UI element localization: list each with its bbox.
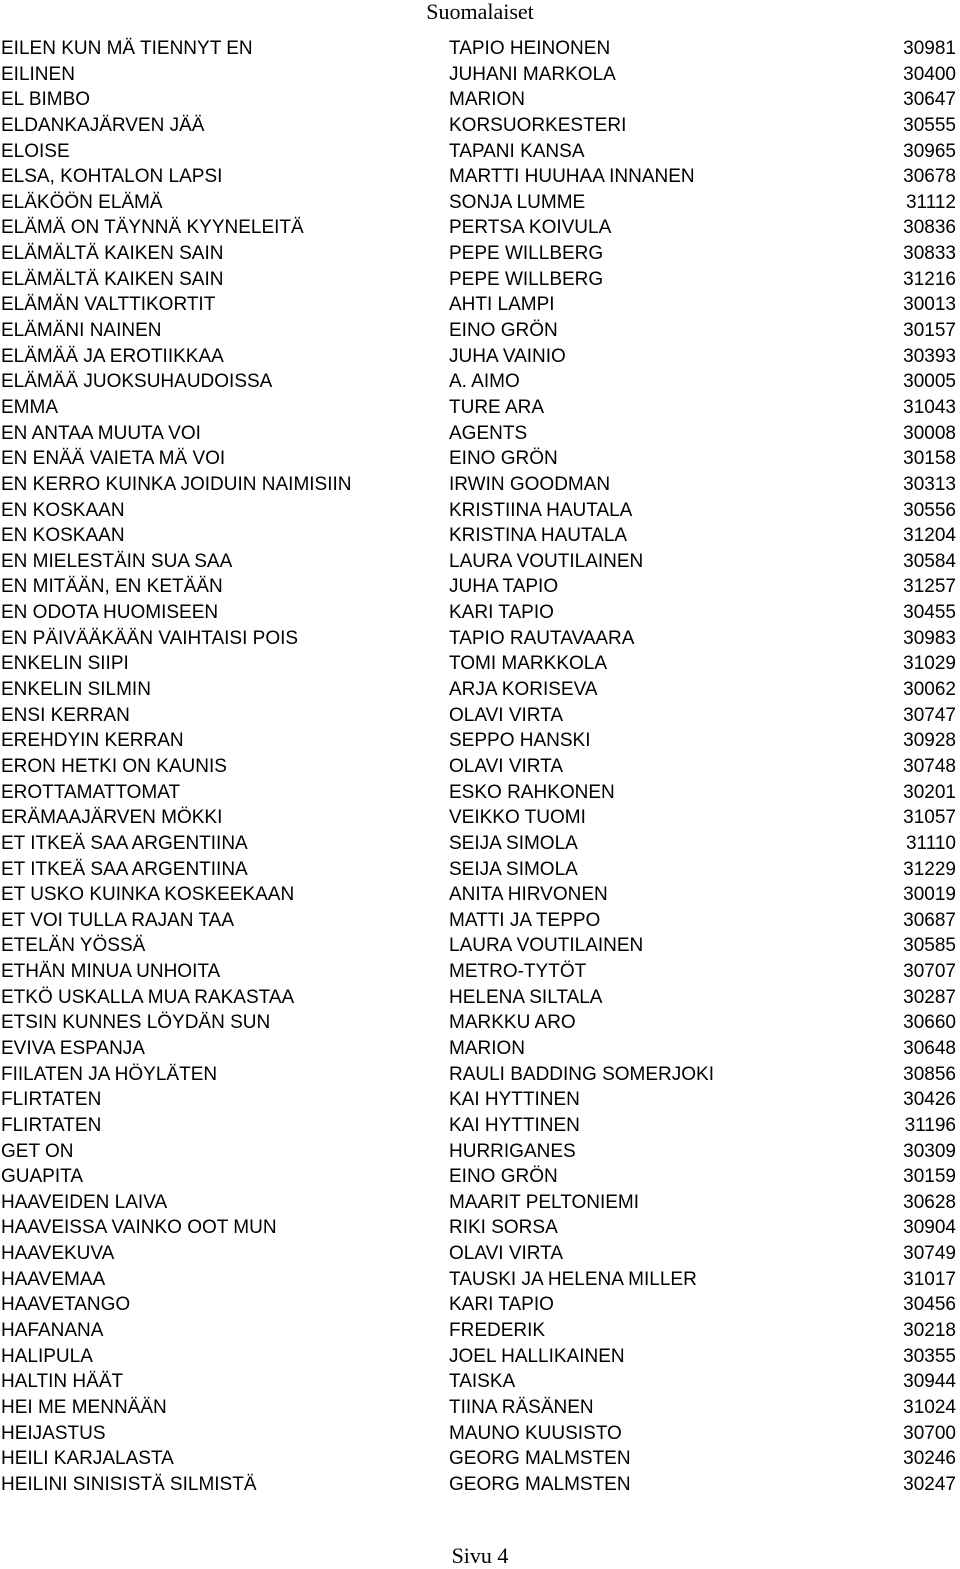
- artist-name: HELENA SILTALA: [449, 986, 603, 1008]
- song-title: ETELÄN YÖSSÄ: [1, 935, 146, 957]
- artist-name: MARKKU ARO: [449, 1012, 576, 1034]
- song-title: ETKÖ USKALLA MUA RAKASTAA: [1, 986, 295, 1008]
- artist-name: AHTI LAMPI: [449, 294, 555, 316]
- song-title: ENKELIN SILMIN: [1, 679, 151, 701]
- table-row: [0, 703, 960, 729]
- artist-name: KAI HYTTINEN: [449, 1114, 580, 1136]
- artist-name: KRISTIINA HAUTALA: [449, 499, 633, 521]
- artist-name: GEORG MALMSTEN: [449, 1473, 631, 1495]
- table-row: [0, 908, 960, 934]
- artist-name: KORSUORKESTERI: [449, 114, 627, 136]
- artist-name: METRO-TYTÖT: [449, 961, 587, 983]
- table-row: [0, 1472, 960, 1498]
- song-title: EMMA: [1, 396, 58, 418]
- artist-name: IRWIN GOODMAN: [449, 473, 611, 495]
- song-code: 30247: [903, 1473, 956, 1495]
- song-code: 31112: [905, 191, 956, 213]
- song-title: EN ODOTA HUOMISEEN: [1, 602, 219, 624]
- table-row: [0, 1267, 960, 1293]
- table-row: [0, 36, 960, 62]
- artist-name: PEPE WILLBERG: [449, 243, 604, 265]
- artist-name: GEORG MALMSTEN: [449, 1448, 631, 1470]
- artist-name: TAISKA: [449, 1371, 516, 1393]
- song-title: HALIPULA: [1, 1345, 93, 1367]
- song-code: 30393: [903, 345, 956, 367]
- song-title: HALTIN HÄÄT: [1, 1371, 124, 1393]
- table-row: [0, 1010, 960, 1036]
- artist-name: KAI HYTTINEN: [449, 1089, 580, 1111]
- table-row: [0, 1421, 960, 1447]
- song-code: 30426: [903, 1089, 956, 1111]
- song-code: 30856: [903, 1063, 956, 1085]
- song-title: ELÄMÄN VALTTIKORTIT: [1, 294, 216, 316]
- song-code: 30005: [903, 371, 956, 393]
- song-code: 30833: [903, 243, 956, 265]
- artist-name: JOEL HALLIKAINEN: [449, 1345, 625, 1367]
- artist-name: OLAVI VIRTA: [449, 1243, 564, 1265]
- song-code: 30218: [903, 1320, 956, 1342]
- table-row: [0, 164, 960, 190]
- artist-name: RAULI BADDING SOMERJOKI: [449, 1063, 714, 1085]
- song-code: 30904: [903, 1217, 956, 1239]
- artist-name: ARJA KORISEVA: [449, 679, 598, 701]
- song-code: 30456: [903, 1294, 956, 1316]
- artist-name: PEPE WILLBERG: [449, 268, 604, 290]
- page-header: Suomalaiset: [426, 0, 534, 24]
- song-code: 30981: [903, 38, 956, 59]
- song-code: 31043: [903, 396, 956, 418]
- table-row: [0, 780, 960, 806]
- song-title: EL BIMBO: [1, 89, 91, 111]
- song-code: 30555: [903, 114, 956, 136]
- song-code: 31196: [904, 1114, 956, 1136]
- song-code: 30157: [903, 320, 956, 342]
- artist-name: KRISTINA HAUTALA: [449, 525, 628, 547]
- song-title: EN KERRO KUINKA JOIDUIN NAIMISIIN: [1, 473, 352, 495]
- song-code: 30585: [903, 935, 956, 957]
- song-title: ELÄMÄ ON TÄYNNÄ KYYNELEITÄ: [1, 217, 304, 239]
- artist-name: ANITA HIRVONEN: [449, 884, 608, 906]
- song-title: HAAVEISSA VAINKO OOT MUN: [1, 1217, 277, 1239]
- song-title: ELSA, KOHTALON LAPSI: [1, 166, 223, 188]
- artist-name: SEPPO HANSKI: [449, 730, 591, 752]
- song-title: ERON HETKI ON KAUNIS: [1, 755, 227, 777]
- song-code: 30158: [903, 448, 956, 470]
- table-row: [0, 1318, 960, 1344]
- table-row: [0, 831, 960, 857]
- song-title: HEI ME MENNÄÄN: [1, 1396, 167, 1418]
- song-code: 30748: [903, 755, 956, 777]
- artist-name: EINO GRÖN: [449, 448, 558, 470]
- song-title: ETSIN KUNNES LÖYDÄN SUN: [1, 1012, 271, 1034]
- song-list: [0, 36, 960, 1498]
- artist-name: PERTSA KOIVULA: [449, 217, 612, 239]
- song-title: FIILATEN JA HÖYLÄTEN: [1, 1063, 218, 1085]
- artist-name: KARI TAPIO: [449, 602, 554, 624]
- table-row: [0, 1190, 960, 1216]
- table-row: [0, 1036, 960, 1062]
- table-row: [0, 62, 960, 88]
- song-title: EN ANTAA MUUTA VOI: [1, 422, 201, 444]
- table-row: [0, 87, 960, 113]
- artist-name: MAARIT PELTONIEMI: [449, 1191, 640, 1213]
- song-title: ENKELIN SIIPI: [1, 653, 129, 675]
- table-row: [0, 344, 960, 370]
- artist-name: A. AIMO: [449, 371, 520, 393]
- page-number: Sivu 4: [451, 1543, 509, 1568]
- song-title: EVIVA ESPANJA: [1, 1037, 145, 1059]
- table-row: [0, 395, 960, 421]
- song-code: 30556: [903, 499, 956, 521]
- song-code: 31110: [905, 832, 956, 854]
- song-code: 30019: [903, 884, 956, 906]
- artist-name: TOMI MARKKOLA: [449, 653, 608, 675]
- song-code: 30687: [903, 909, 956, 931]
- song-title: ETHÄN MINUA UNHOITA: [1, 961, 221, 983]
- song-code: 30062: [903, 679, 956, 701]
- artist-name: KARI TAPIO: [449, 1294, 554, 1316]
- song-code: 30159: [903, 1166, 956, 1188]
- song-code: 30647: [903, 89, 956, 111]
- artist-name: MAUNO KUUSISTO: [449, 1422, 622, 1444]
- song-code: 30928: [903, 730, 956, 752]
- table-row: [0, 1113, 960, 1139]
- song-title: EN MITÄÄN, EN KETÄÄN: [1, 576, 223, 598]
- table-row: [0, 1344, 960, 1370]
- song-title: EN KOSKAAN: [1, 499, 125, 521]
- song-code: 31257: [903, 576, 956, 598]
- song-code: 30944: [903, 1371, 956, 1393]
- song-code: 30400: [903, 63, 956, 85]
- table-row: [0, 1215, 960, 1241]
- artist-name: MARTTI HUUHAA INNANEN: [449, 166, 695, 188]
- table-row: [0, 446, 960, 472]
- song-title: ET VOI TULLA RAJAN TAA: [1, 909, 235, 931]
- song-title: ELÄKÖÖN ELÄMÄ: [1, 191, 163, 213]
- song-title: ERÄMAAJÄRVEN MÖKKI: [1, 807, 223, 829]
- table-row: [0, 113, 960, 139]
- song-code: 30584: [903, 550, 956, 572]
- artist-name: TAPIO HEINONEN: [449, 38, 611, 59]
- song-title: EROTTAMATTOMAT: [1, 781, 181, 803]
- table-row: [0, 241, 960, 267]
- song-code: 31024: [903, 1396, 956, 1418]
- song-code: 30747: [903, 704, 956, 726]
- song-title: ELOISE: [1, 140, 70, 162]
- table-row: [0, 139, 960, 165]
- table-row: [0, 651, 960, 677]
- table-row: [0, 754, 960, 780]
- table-row: [0, 267, 960, 293]
- song-code: 30309: [903, 1140, 956, 1162]
- table-row: [0, 523, 960, 549]
- song-code: 30313: [903, 473, 956, 495]
- song-title: ELÄMÄÄ JA EROTIIKKAA: [1, 345, 224, 367]
- table-row: [0, 600, 960, 626]
- artist-name: MATTI JA TEPPO: [449, 909, 601, 931]
- table-row: [0, 574, 960, 600]
- artist-name: JUHANI MARKOLA: [449, 63, 616, 85]
- song-title: FLIRTATEN: [1, 1114, 102, 1136]
- table-row: [0, 318, 960, 344]
- artist-name: MARION: [449, 1037, 525, 1059]
- song-code: 30201: [903, 781, 956, 803]
- song-title: ELÄMÄLTÄ KAIKEN SAIN: [1, 243, 224, 265]
- song-code: 30749: [903, 1243, 956, 1265]
- song-title: EILINEN: [1, 63, 75, 85]
- artist-name: HURRIGANES: [449, 1140, 576, 1162]
- song-title: HEIJASTUS: [1, 1422, 106, 1444]
- song-code: 31057: [903, 807, 956, 829]
- song-title: EN MIELESTÄIN SUA SAA: [1, 550, 233, 572]
- table-row: [0, 292, 960, 318]
- artist-name: SEIJA SIMOLA: [449, 858, 578, 880]
- song-code: 30836: [903, 217, 956, 239]
- table-row: [0, 215, 960, 241]
- song-code: 30628: [903, 1191, 956, 1213]
- song-code: 30013: [903, 294, 956, 316]
- artist-name: EINO GRÖN: [449, 320, 558, 342]
- song-title: ELÄMÄÄ JUOKSUHAUDOISSA: [1, 371, 273, 393]
- song-code: 30660: [903, 1012, 956, 1034]
- artist-name: OLAVI VIRTA: [449, 755, 564, 777]
- table-row: [0, 421, 960, 447]
- artist-name: SEIJA SIMOLA: [449, 832, 578, 854]
- table-row: [0, 728, 960, 754]
- song-title: FLIRTATEN: [1, 1089, 102, 1111]
- song-title: ELÄMÄLTÄ KAIKEN SAIN: [1, 268, 224, 290]
- artist-name: EINO GRÖN: [449, 1166, 558, 1188]
- artist-name: RIKI SORSA: [449, 1217, 558, 1239]
- song-title: ENSI KERRAN: [1, 704, 130, 726]
- table-row: [0, 1164, 960, 1190]
- song-code: 31017: [903, 1268, 956, 1290]
- song-title: ELDANKAJÄRVEN JÄÄ: [1, 114, 205, 136]
- artist-name: LAURA VOUTILAINEN: [449, 935, 644, 957]
- song-code: 30700: [903, 1422, 956, 1444]
- table-row: [0, 498, 960, 524]
- table-row: [0, 1087, 960, 1113]
- song-code: 30648: [903, 1037, 956, 1059]
- artist-name: ESKO RAHKONEN: [449, 781, 615, 803]
- artist-name: OLAVI VIRTA: [449, 704, 564, 726]
- artist-name: TAPANI KANSA: [449, 140, 585, 162]
- song-title: ELÄMÄNI NAINEN: [1, 320, 162, 342]
- song-code: 30983: [903, 627, 956, 649]
- artist-name: TAUSKI JA HELENA MILLER: [449, 1268, 697, 1290]
- table-row: [0, 959, 960, 985]
- song-code: 30246: [903, 1448, 956, 1470]
- song-code: 30707: [903, 961, 956, 983]
- song-code: 31229: [903, 858, 956, 880]
- song-title: EN ENÄÄ VAIETA MÄ VOI: [1, 448, 226, 470]
- artist-name: MARION: [449, 89, 525, 111]
- artist-name: VEIKKO TUOMI: [449, 807, 586, 829]
- table-row: [0, 1241, 960, 1267]
- table-row: [0, 985, 960, 1011]
- artist-name: AGENTS: [449, 422, 528, 444]
- artist-name: TAPIO RAUTAVAARA: [449, 627, 635, 649]
- song-title: EN PÄIVÄÄKÄÄN VAIHTAISI POIS: [1, 627, 299, 649]
- song-title: HAFANANA: [1, 1320, 104, 1342]
- song-code: 30965: [903, 140, 956, 162]
- song-code: 31204: [903, 525, 956, 547]
- song-title: GUAPITA: [1, 1166, 83, 1188]
- song-title: HEILINI SINISISTÄ SILMISTÄ: [1, 1473, 257, 1495]
- song-code: 30008: [903, 422, 956, 444]
- artist-name: FREDERIK: [449, 1320, 546, 1342]
- song-code: 31029: [903, 653, 956, 675]
- song-title: ET ITKEÄ SAA ARGENTIINA: [1, 832, 248, 854]
- song-title: HEILI KARJALASTA: [1, 1448, 174, 1470]
- song-title: HAAVEKUVA: [1, 1243, 115, 1265]
- song-title: GET ON: [1, 1140, 74, 1162]
- artist-name: SONJA LUMME: [449, 191, 586, 213]
- artist-name: JUHA TAPIO: [449, 576, 559, 598]
- song-title: HAAVEMAA: [1, 1268, 106, 1290]
- song-code: 30455: [903, 602, 956, 624]
- table-row: [0, 626, 960, 652]
- table-row: [0, 1395, 960, 1421]
- artist-name: LAURA VOUTILAINEN: [449, 550, 644, 572]
- table-row: [0, 857, 960, 883]
- song-title: EREHDYIN KERRAN: [1, 730, 184, 752]
- table-row: [0, 882, 960, 908]
- song-title: EILEN KUN MÄ TIENNYT EN: [1, 38, 253, 59]
- song-title: HAAVEIDEN LAIVA: [1, 1191, 168, 1213]
- table-row: [0, 472, 960, 498]
- song-code: 30355: [903, 1345, 956, 1367]
- song-title: ET USKO KUINKA KOSKEEKAAN: [1, 884, 295, 906]
- table-row: [0, 805, 960, 831]
- table-row: [0, 1446, 960, 1472]
- artist-name: JUHA VAINIO: [449, 345, 566, 367]
- table-row: [0, 1369, 960, 1395]
- table-row: [0, 1062, 960, 1088]
- song-title: EN KOSKAAN: [1, 525, 125, 547]
- artist-name: TURE ARA: [449, 396, 545, 418]
- song-title: ET ITKEÄ SAA ARGENTIINA: [1, 858, 248, 880]
- artist-name: TIINA RÄSÄNEN: [449, 1396, 594, 1418]
- table-row: [0, 1139, 960, 1165]
- song-code: 31216: [903, 268, 956, 290]
- table-row: [0, 369, 960, 395]
- table-row: [0, 933, 960, 959]
- song-code: 30678: [903, 166, 956, 188]
- table-row: [0, 677, 960, 703]
- table-row: [0, 1292, 960, 1318]
- table-row: [0, 190, 960, 216]
- song-title: HAAVETANGO: [1, 1294, 131, 1316]
- song-code: 30287: [903, 986, 956, 1008]
- table-row: [0, 549, 960, 575]
